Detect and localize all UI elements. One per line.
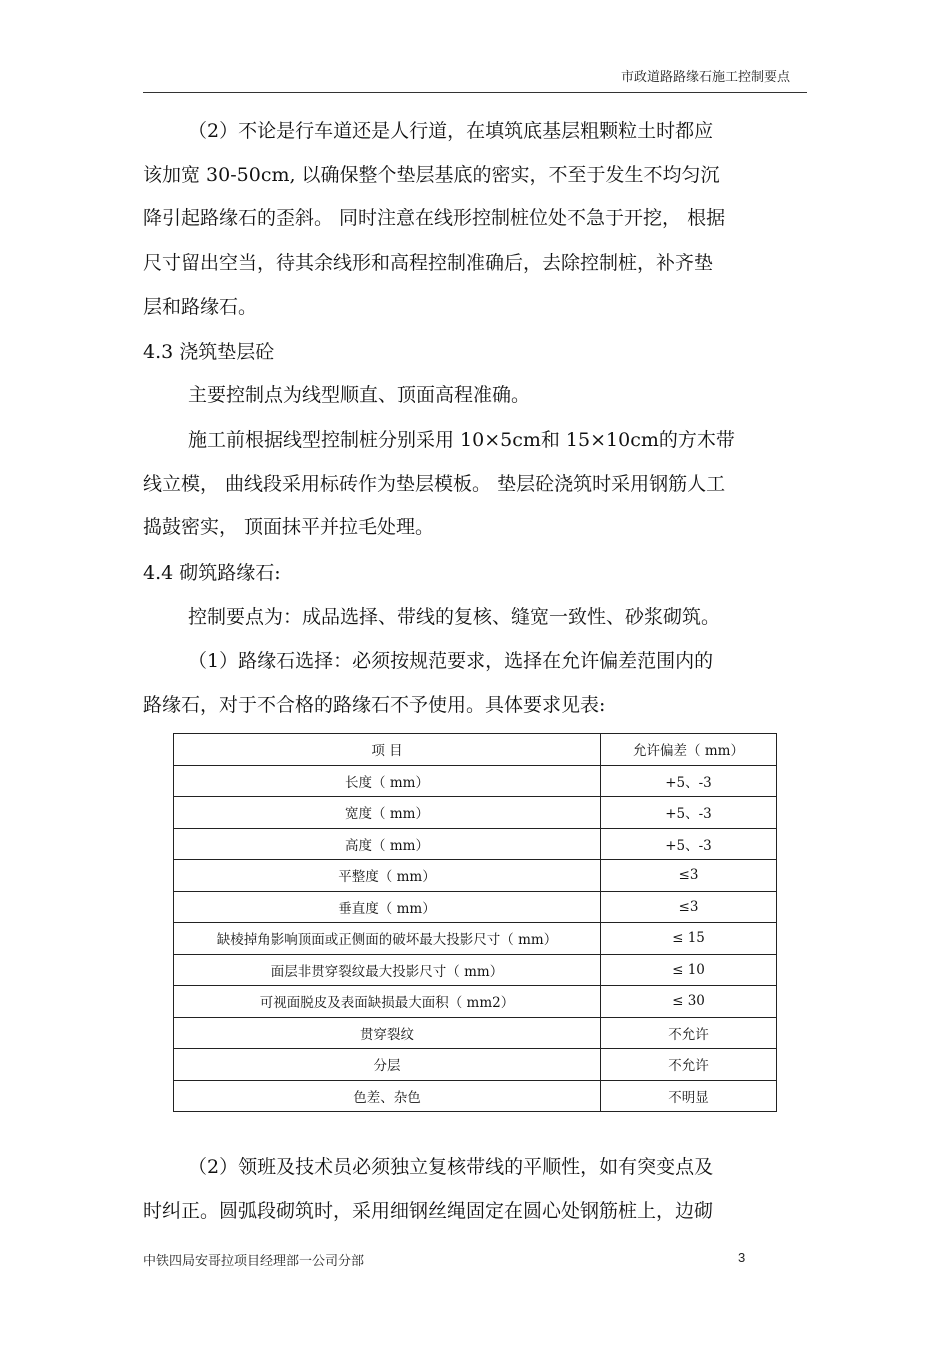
table-cell: 色差、杂色 [174,1080,601,1112]
paragraph-line: 主要控制点为线型顺直、顶面高程准确。 [188,384,531,406]
paragraph-line: 施工前根据线型控制桩分别采用 10×5cm和 15×10cm的方木带 [188,429,735,451]
table-row [174,860,777,892]
page-number: 3 [738,1250,746,1265]
table-row [174,1080,777,1112]
table-row [174,765,777,797]
paragraph-line: 捣鼓密实， 顶面抹平并拉毛处理。 [143,516,435,538]
tolerance-table-wrap [173,733,776,1112]
paragraph-line: （2）不论是行车道还是人行道，在填筑底基层粗颗粒土时都应 [188,120,714,142]
section-heading-4-4: 4.4 砌筑路缘石: [143,562,281,584]
paragraph-line: 层和路缘石。 [143,296,258,318]
paragraph-line: （1）路缘石选择：必须按规范要求，选择在允许偏差范围内的 [188,650,714,672]
table-row [174,797,777,829]
paragraph-line: 降引起路缘石的歪斜。 同时注意在线形控制桩位处不急于开挖， 根据 [143,207,726,229]
table-cell: 分层 [174,1049,601,1081]
table-row [174,954,777,986]
table-cell: 缺棱掉角影响顶面或正侧面的破坏最大投影尺寸（ mm） [174,923,601,955]
table-cell: 垂直度（ mm） [174,891,601,923]
table-row [174,828,777,860]
table-cell: ≤ 15 [601,923,777,955]
table-cell: 不允许 [601,1049,777,1081]
table-row [174,986,777,1018]
table-cell: 可视面脱皮及表面缺损最大面积（ mm2） [174,986,601,1018]
table-cell: 贯穿裂纹 [174,1017,601,1049]
header-rule [143,92,807,93]
table-cell: 不允许 [601,1017,777,1049]
table-row [174,891,777,923]
table-cell: +5、-3 [601,797,777,829]
table-cell: ≤3 [601,860,777,892]
paragraph-line: 尺寸留出空当，待其余线形和高程控制准确后，去除控制桩，补齐垫 [143,252,714,274]
table-cell: 不明显 [601,1080,777,1112]
table-row [174,1017,777,1049]
table-cell: 宽度（ mm） [174,797,601,829]
paragraph-line: 控制要点为：成品选择、带线的复核、缝宽一致性、砂浆砌筑。 [188,606,721,628]
table-header-row [174,734,777,766]
table-cell: +5、-3 [601,828,777,860]
table-cell: +5、-3 [601,765,777,797]
table-cell: ≤ 10 [601,954,777,986]
table-cell: ≤ 30 [601,986,777,1018]
paragraph-line: 时纠正。圆弧段砌筑时，采用细钢丝绳固定在圆心处钢筋桩上，边砌 [143,1200,714,1222]
table-cell: 高度（ mm） [174,828,601,860]
table-cell: ≤3 [601,891,777,923]
paragraph-line: 路缘石，对于不合格的路缘石不予使用。具体要求见表: [143,694,606,716]
table-header-cell: 项 目 [174,734,601,766]
tolerance-table [173,733,777,1112]
section-heading-4-3: 4.3 浇筑垫层砼 [143,341,275,363]
table-cell: 平整度（ mm） [174,860,601,892]
footer-organization: 中铁四局安哥拉项目经理部一公司分部 [143,1254,365,1269]
table-cell: 面层非贯穿裂纹最大投影尺寸（ mm） [174,954,601,986]
table-row [174,1049,777,1081]
running-header: 市政道路路缘石施工控制要点 [620,70,790,85]
paragraph-line: 线立模， 曲线段采用标砖作为垫层模板。 垫层砼浇筑时采用钢筋人工 [143,473,726,495]
table-cell: 长度（ mm） [174,765,601,797]
paragraph-line: （2）领班及技术员必须独立复核带线的平顺性，如有突变点及 [188,1156,714,1178]
table-header-cell: 允许偏差（ mm） [601,734,777,766]
paragraph-line: 该加宽 30-50cm, 以确保整个垫层基底的密实，不至于发生不均匀沉 [143,164,720,186]
table-row [174,923,777,955]
